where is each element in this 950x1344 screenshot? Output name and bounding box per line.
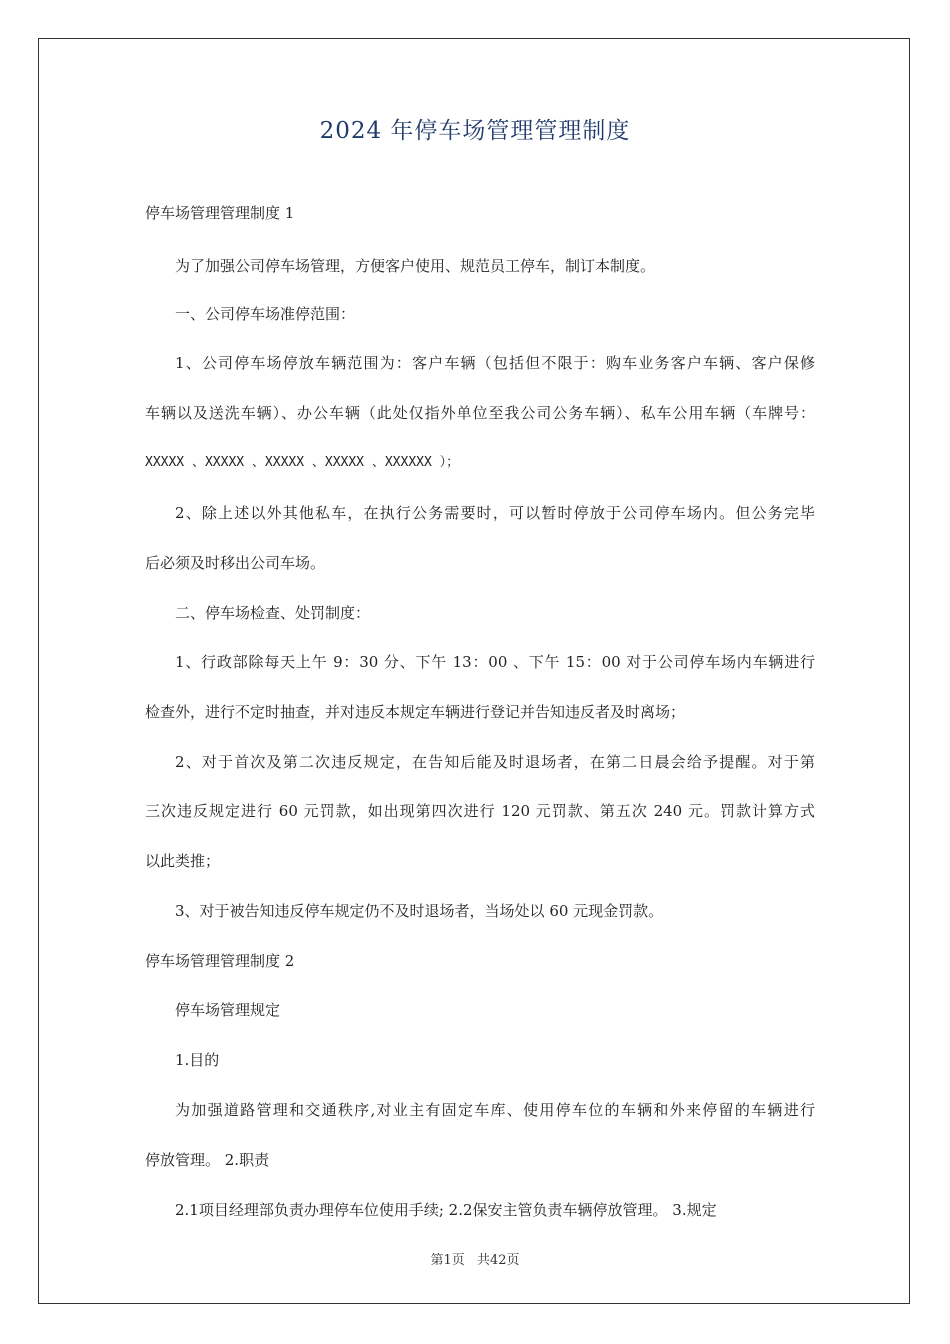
subheading-line: 停车场管理规定 (175, 1001, 281, 1019)
paragraph-line: 为了加强公司停车场管理，方便客户使用、规范员工停车，制订本制度。 (175, 257, 656, 275)
paragraph-line: 2、对于首次及第二次违反规定，在告知后能及时退场者，在第二日晨会给予提醒。对于第 (175, 753, 815, 771)
paragraph-line: 以此类推； (145, 852, 221, 870)
paragraph-line: 2、除上述以外其他私车，在执行公务需要时，可以暂时停放于公司停车场内。但公务完毕 (175, 504, 815, 522)
page-total: 共42页 (476, 1253, 520, 1268)
paragraph-line: XXXXX 、XXXXX 、XXXXX 、XXXXX 、XXXXXX ）； (145, 455, 460, 470)
subheading-line: 二、停车场检查、处罚制度： (175, 604, 371, 622)
paragraph-line: 停放管理。 2.职责 (145, 1151, 270, 1169)
document-title: 2024 年停车场管理管理制度 (319, 118, 631, 144)
subheading-line: 一、公司停车场准停范围： (175, 305, 356, 323)
section-heading-1: 停车场管理管理制度 1 (145, 204, 295, 222)
paragraph-line: 2.1项目经理部负责办理停车位使用手续; 2.2保安主管负责车辆停放管理。 3.规定 (175, 1201, 717, 1219)
paragraph-line: 1、行政部除每天上午 9：30 分、下午 13：00 、下午 15：00 对于公司停车场内车辆进行 (175, 653, 815, 671)
paragraph-line: 三次违反规定进行 60 元罚款，如出现第四次进行 120 元罚款、第五次 240 元。罚款计算方式 (145, 802, 815, 820)
paragraph-line: 3、对于被告知违反停车规定仍不及时退场者，当场处以 60 元现金罚款。 (175, 902, 664, 920)
section-heading-2: 停车场管理管理制度 2 (145, 952, 295, 970)
paragraph-line: 检查外，进行不定时抽查，并对违反本规定车辆进行登记并告知违反者及时离场； (145, 703, 686, 721)
paragraph-line: 后必须及时移出公司车场。 (145, 554, 326, 572)
paragraph-line: 1、公司停车场停放车辆范围为：客户车辆（包括但不限于：购车业务客户车辆、客户保修 (175, 354, 815, 372)
page-footer (0, 1249, 950, 1268)
paragraph-line: 为加强道路管理和交通秩序,对业主有固定车库、使用停车位的车辆和外来停留的车辆进行 (175, 1101, 815, 1119)
page-number: 第1页 (430, 1253, 465, 1268)
subheading-line: 1.目的 (175, 1051, 220, 1069)
paragraph-line: 车辆以及送洗车辆）、办公车辆（此处仅指外单位至我公司公务车辆）、私车公用车辆（车牌号： (145, 404, 815, 422)
